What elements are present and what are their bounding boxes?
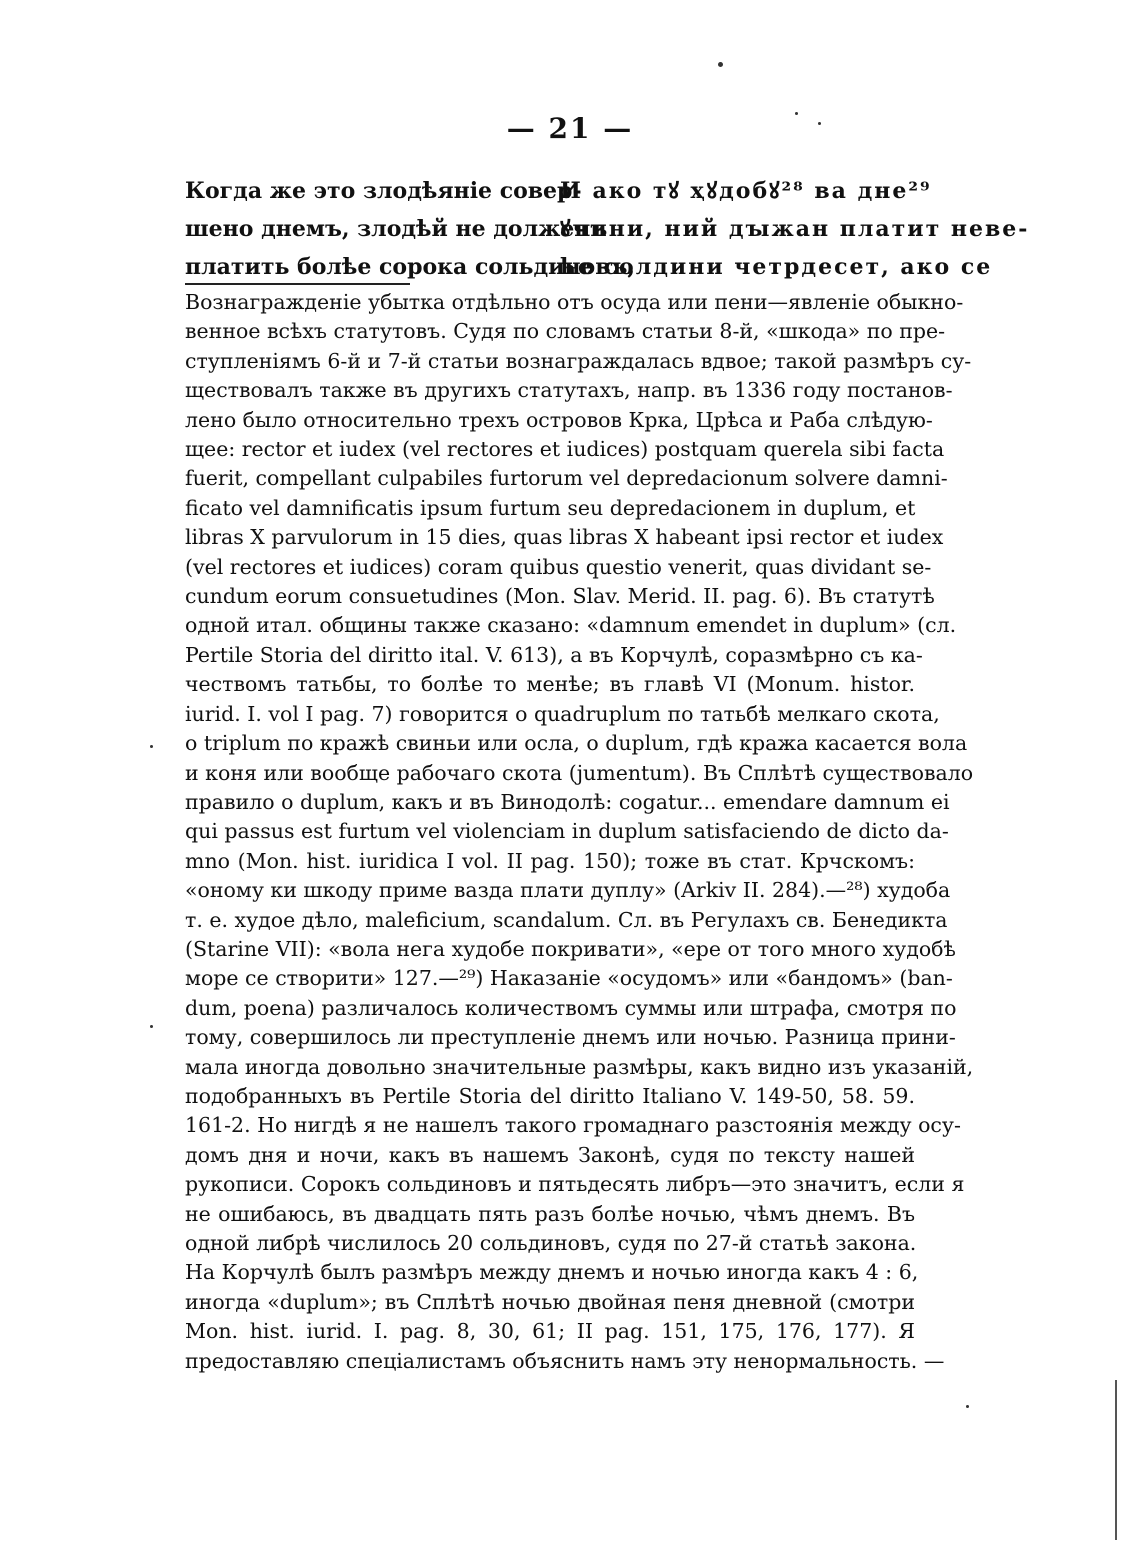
footnote-line: ществовалъ также въ другихъ статутахъ, напр. въ 1336 году постанов- [185,378,953,403]
scan-speck [795,112,798,115]
footnote-line: мала иногда довольно значительные размѣры, какъ видно изъ указаній, [185,1054,974,1079]
footnote-line: море се створити» 127.—²⁹) Наказаніе «осудомъ» или «бандомъ» (ban- [185,966,953,991]
footnote-line: правило о duplum, какъ и въ Винодолѣ: cogatur... emendare damnum ei [185,789,950,814]
footnote-line: «оному ки шкоду приме вазда плати дуплу» (Arkiv II. 284).—²⁸) худоба [185,878,951,903]
footnote-line: одной итал. общины также сказано: «damnum emendet in duplum» (сл. [185,613,957,638]
footnote-line: венное всѣхъ статутовъ. Судя по словамъ статьи 8-й, «шкода» по пре- [185,319,946,344]
left-column-line: платить болѣе сорока сольдиновъ, [185,254,636,280]
main-text-right-column [560,172,1030,286]
footnote-line: cundum eorum consuetudines (Mon. Slav. Merid. II. pag. 6). Въ статутѣ [185,584,935,609]
footnote-line: тому, совершилось ли преступленіе днемъ или ночью. Разница прини- [185,1025,956,1050]
footnote-line: лено было относительно трехъ островов Крка, Црѣса и Раба слѣдую- [185,407,933,432]
footnote-line: (Starine VII): «вола нега худобе покривати», «ере от того много худобѣ [185,936,956,961]
footnote-line: (vel rectores et iudices) coram quibus questio venerit, quas dividant se- [185,554,932,579]
footnote-line: рукописи. Сорокъ сольдиновъ и пятьдесять либръ—это значитъ, если я [185,1172,965,1197]
footnote-line: щее: rector et iudex (vel rectores et iudices) postquam querela sibi facta [185,437,945,462]
footnote-line: ficato vel damnificatis ipsum furtum seu depredacionem in duplum, et [185,495,916,520]
footnote-line: и коня или вообще рабочаго скота (jumentum). Въ Сплѣтѣ существовало [185,760,974,785]
footnote-line: 161-2. Но нигдѣ я не нашелъ такого громаднаго разстоянія между осу- [185,1113,961,1138]
scan-speck [150,1025,153,1028]
footnote-line: предоставляю спеціалистамъ объяснить намъ эту ненормальность. — [185,1348,945,1373]
footnote-line: подобранныхъ въ Pertile Storia del diritto Italiano V. 149-50, 58. 59. [185,1083,915,1108]
footnote-line: ступленіямъ 6-й и 7-й статьи вознаграждалась вдвое; такой размѣръ су- [185,348,972,373]
right-column-line: ꙋчини, ний дꙑжан платит неве- [560,216,1030,242]
footnote-line: домъ дня и ночи, какъ въ нашемъ Законѣ, судя по тексту нашей [185,1142,915,1167]
footnote-line: qui passus est furtum vel violenciam in duplum satisfaciendo de dicto da- [185,819,949,844]
footnote-line: не ошибаюсь, въ двадцать пять разъ болѣе ночью, чѣмъ днемъ. Въ [185,1201,915,1226]
footnote-line: mno (Mon. hist. iuridica I vol. II pag. 150); тоже въ стат. Крчскомъ: [185,848,915,873]
right-column-line: И ако тꙋ ҳꙋдобꙋ²⁸ ва дне²⁹ [560,178,932,204]
scan-speck [818,122,821,125]
right-column-line: ћe солдини четрдесет, ако се [560,254,993,280]
footnote-line: libras X parvulorum in 15 dies, quas libras X habeant ipsi rector et iudex [185,525,944,550]
left-column-line: шено днемъ, злодѣй не долженъ [185,216,608,242]
page-number: — 21 — [506,112,634,145]
main-text-left-column [185,172,636,286]
footnote-line: о triplum по кражѣ свиньи или осла, о duplum, гдѣ кража касается вола [185,731,968,756]
footnotes [185,288,974,1376]
footnote-separator [185,283,410,285]
footnote-line: fuerit, compellant culpabiles furtorum vel depredacionum solvere damni- [185,466,948,491]
scan-speck [150,745,153,748]
footnote-line: Pertile Storia del diritto ital. V. 613), а въ Корчулѣ, соразмѣрно съ ка- [185,642,923,667]
footnote-line: Mon. hist. iurid. I. pag. 8, 30, 61; II pag. 151, 175, 176, 177). Я [185,1319,915,1344]
scan-speck [966,1405,969,1408]
footnote-line: иногда «duplum»; въ Сплѣтѣ ночью двойная пеня дневной (смотри [185,1289,915,1314]
footnote-line: одной либрѣ числилось 20 сольдиновъ, судя по 27-й статьѣ закона. [185,1231,917,1255]
footnote-line: Вознагражденіе убытка отдѣльно отъ осуда или пени—явленіе обыкно- [185,290,964,314]
scan-speck [718,62,723,67]
footnote-line: чествомъ татьбы, то болѣе то менѣе; въ главѣ VI (Monum. histor. [185,672,915,697]
footnote-line: iurid. I. vol I pag. 7) говорится о quadruplum по татьбѣ мелкаго скота, [185,701,940,726]
scan-edge-line [1115,1380,1117,1540]
footnote-line: т. е. худое дѣло, maleficium, scandalum. Сл. въ Регулахъ св. Бенедикта [185,907,948,932]
left-column-line: Когда же это злодѣяніе совер- [185,178,582,204]
footnote-line: dum, poena) различалось количествомъ суммы или штрафа, смотря по [185,995,957,1020]
footnote-line: На Корчулѣ былъ размѣръ между днемъ и ночью иногда какъ 4 : 6, [185,1260,919,1285]
